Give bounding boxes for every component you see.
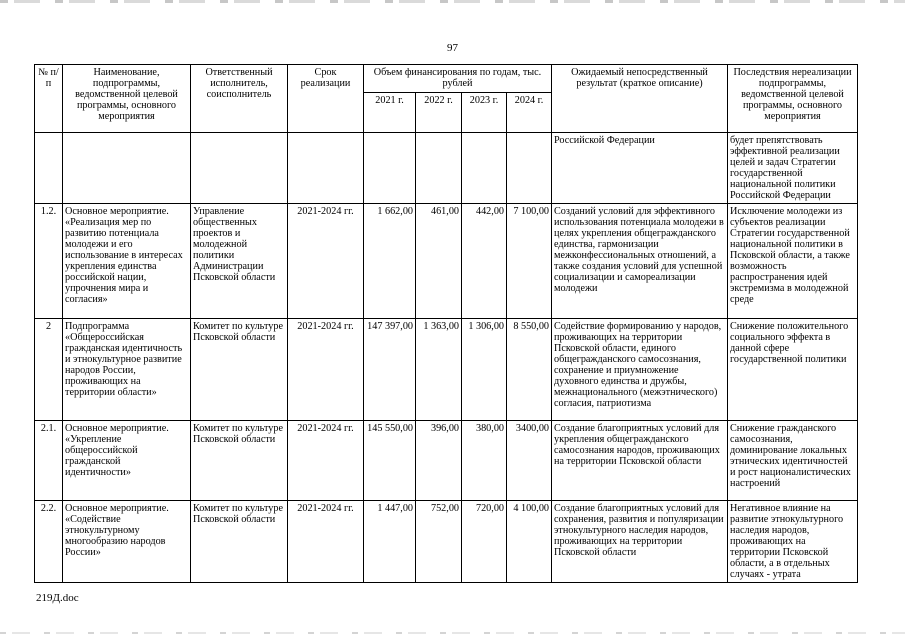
row-funding-2024: 8 550,00: [507, 319, 552, 421]
row-result: Создание благоприятных условий для укрепления общегражданского самосознания народов, проживающих на территории Псковской области: [552, 421, 728, 501]
row-funding-2021: 147 397,00: [364, 319, 416, 421]
program-table: [34, 64, 858, 583]
row-term: [288, 133, 364, 204]
row-executor: Комитет по культуре Псковской области: [191, 421, 288, 501]
row-term: 2021-2024 гг.: [288, 204, 364, 319]
header-funding: Объем финансирования по годам, тыс. рублей: [364, 65, 552, 93]
document-filename: 219Д.doc: [36, 592, 79, 604]
row-executor: Комитет по культуре Псковской области: [191, 501, 288, 583]
row-name: Подпрограмма «Общероссийская гражданская идентичность и этнокультурное развитие народов России, проживающих на территории области»: [63, 319, 191, 421]
row-funding-2021: 1 662,00: [364, 204, 416, 319]
row-num: [35, 133, 63, 204]
row-funding-2021: 145 550,00: [364, 421, 416, 501]
row-term: 2021-2024 гг.: [288, 319, 364, 421]
header-executor: Ответственный исполнитель, соисполнитель: [191, 65, 288, 133]
row-num: 2.1.: [35, 421, 63, 501]
row-funding-2023: 720,00: [462, 501, 507, 583]
header-year-2022: 2022 г.: [416, 93, 462, 133]
page-number: 97: [447, 42, 458, 54]
row-executor: [191, 133, 288, 204]
row-result: Содействие формированию у народов, проживающих на территории Псковской области, единого общегражданского самосознания, сохранение и приумножение духовного единства и дружбы, межнационального (межэтнического) согласия, патриотизма: [552, 319, 728, 421]
row-name: Основное мероприятие. «Реализация мер по развитию потенциала молодежи и его использование в интересах укрепления единства российской нации, упрочнения мира и согласия»: [63, 204, 191, 319]
row-name: Основное мероприятие. «Содействие этнокультурному многообразию народов России»: [63, 501, 191, 583]
header-year-2023: 2023 г.: [462, 93, 507, 133]
row-consequences: Негативное влияние на развитие этнокультурного наследия народов, проживающих на территории Псковской области, а в отдельных случаях - утрата: [728, 501, 858, 583]
row-num: 2.2.: [35, 501, 63, 583]
row-funding-2023: 442,00: [462, 204, 507, 319]
row-num: 2: [35, 319, 63, 421]
row-num: 1.2.: [35, 204, 63, 319]
header-num: № п/п: [35, 65, 63, 133]
row-funding-2024: 3400,00: [507, 421, 552, 501]
row-funding-2022: 396,00: [416, 421, 462, 501]
row-executor: Управление общественных проектов и молодежной политики Администрации Псковской области: [191, 204, 288, 319]
row-funding-2021: [364, 133, 416, 204]
header-term: Срок реализации: [288, 65, 364, 133]
row-funding-2024: 7 100,00: [507, 204, 552, 319]
scan-top-artifact: [0, 0, 905, 3]
row-funding-2021: 1 447,00: [364, 501, 416, 583]
row-term: 2021-2024 гг.: [288, 421, 364, 501]
row-consequences: Снижение гражданского самосознания, доминирование локальных этнических идентичностей и рост националистических настроений: [728, 421, 858, 501]
table-row: [35, 204, 858, 319]
header-name: Наименование, подпрограммы, ведомственной целевой программы, основного мероприятия: [63, 65, 191, 133]
table-row: [35, 501, 858, 583]
row-funding-2022: [416, 133, 462, 204]
row-funding-2023: [462, 133, 507, 204]
table-row: [35, 133, 858, 204]
row-name: [63, 133, 191, 204]
row-funding-2023: 1 306,00: [462, 319, 507, 421]
row-consequences: Исключение молодежи из субъектов реализации Стратегии государственной национальной политики в Псковской области, а также возможность распространения идей экстремизма в молодежной среде: [728, 204, 858, 319]
row-funding-2023: 380,00: [462, 421, 507, 501]
row-result: Создание благоприятных условий для сохранения, развития и популяризации этнокультурного наследия народов, проживающих на территории Псковской области: [552, 501, 728, 583]
row-funding-2022: 461,00: [416, 204, 462, 319]
row-name: Основное мероприятие. «Укрепление общероссийской гражданской идентичности»: [63, 421, 191, 501]
row-term: 2021-2024 гг.: [288, 501, 364, 583]
row-result: Созданий условий для эффективного использования потенциала молодежи в целях укрепления общегражданского единства, гармонизации межконфессиональных отношений, а также создания условий для успешной социализации и самореализации молодежи: [552, 204, 728, 319]
header-year-2021: 2021 г.: [364, 93, 416, 133]
table-row: [35, 319, 858, 421]
row-funding-2022: 752,00: [416, 501, 462, 583]
header-consequences: Последствия нереализации подпрограммы, ведомственной целевой программы, основного мероприятия: [728, 65, 858, 133]
row-funding-2024: 4 100,00: [507, 501, 552, 583]
table-row: [35, 421, 858, 501]
row-funding-2022: 1 363,00: [416, 319, 462, 421]
row-result: Российской Федерации: [552, 133, 728, 204]
row-executor: Комитет по культуре Псковской области: [191, 319, 288, 421]
scan-bottom-artifact: [0, 632, 905, 634]
row-consequences: Снижение положительного социального эффекта в данной сфере государственной политики: [728, 319, 858, 421]
row-funding-2024: [507, 133, 552, 204]
header-result: Ожидаемый непосредственный результат (краткое описание): [552, 65, 728, 133]
row-consequences: будет препятствовать эффективной реализации целей и задач Стратегии государственной национальной политики Российской Федерации: [728, 133, 858, 204]
header-year-2024: 2024 г.: [507, 93, 552, 133]
